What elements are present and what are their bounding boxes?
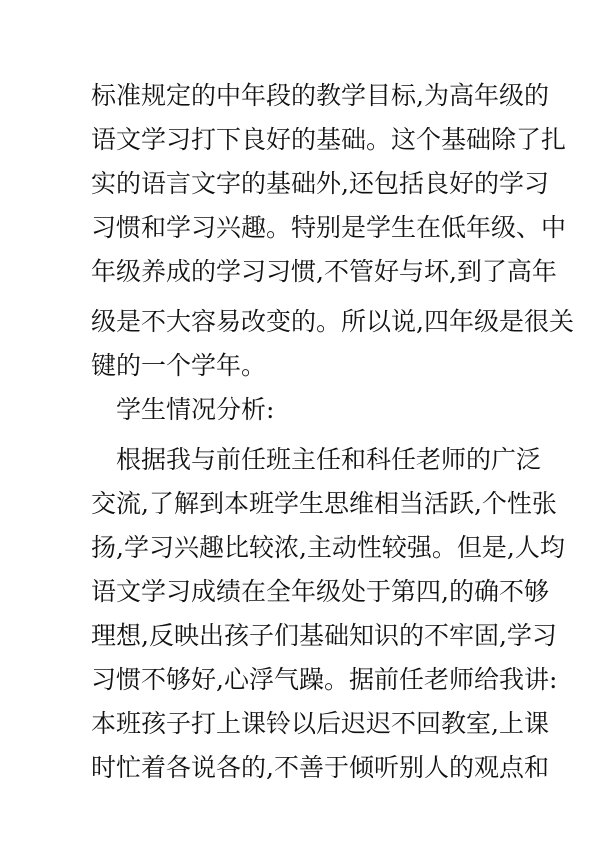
text-line: 年级养成的学习习惯,不管好与坏,到了高年 (91, 257, 557, 286)
paragraph-continuation (91, 74, 574, 388)
text-line: 语文学习打下良好的基础。这个基础除了扎 (91, 125, 567, 154)
text-line: 理想,反映出孩子们基础知识的不牢固,学习 (91, 621, 557, 650)
text-line: 级是不大容易改变的。所以说,四年级是很关 (91, 307, 574, 336)
text-line: 根据我与前任班主任和科任老师的广泛 (116, 445, 542, 474)
document-body (91, 74, 574, 790)
text-line: 交流,了解到本班学生思维相当活跃,个性张 (91, 489, 557, 518)
text-line: 时忙着各说各的,不善于倾听别人的观点和 (91, 753, 549, 782)
text-line: 习惯不够好,心浮气躁。据前任老师给我讲: (91, 665, 558, 694)
text-line: 本班孩子打上课铃以后迟迟不回教室,上课 (91, 709, 549, 738)
section-heading (91, 388, 521, 432)
paragraph-analysis (91, 438, 565, 790)
heading-student-analysis: 学生情况分析: (116, 395, 275, 424)
text-line: 语文学习成绩在全年级处于第四,的确不够 (91, 577, 549, 606)
text-line: 键的一个学年。 (91, 351, 267, 380)
text-line: 习惯和学习兴趣。特别是学生在低年级、中 (91, 213, 567, 242)
text-line: 实的语言文字的基础外,还包括良好的学习 (91, 169, 549, 198)
text-line: 扬,学习兴趣比较浓,主动性较强。但是,人均 (91, 533, 565, 562)
text-line: 标准规定的中年段的教学目标,为高年级的 (91, 81, 549, 110)
